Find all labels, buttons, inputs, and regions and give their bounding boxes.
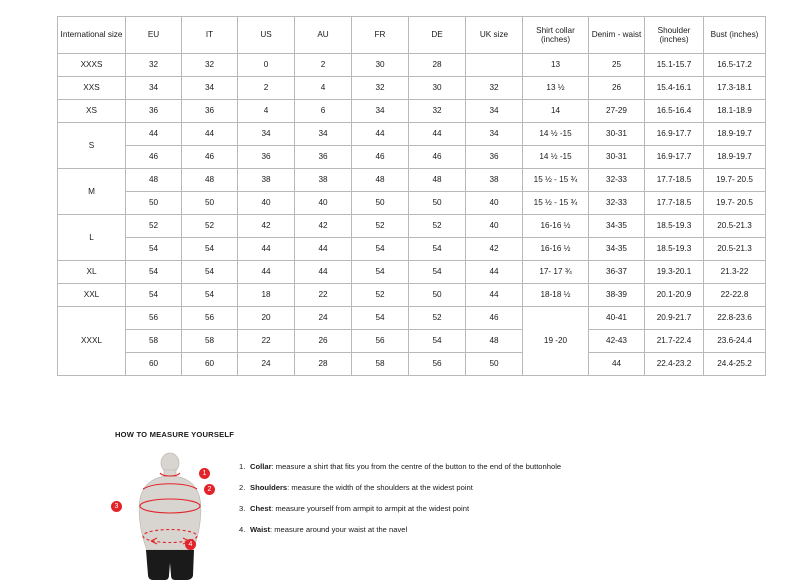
cell-shoulder-inches: 17.7-18.5 xyxy=(645,169,704,192)
cell-shoulder-inches: 17.7-18.5 xyxy=(645,192,704,215)
cell-bust-inches: 19.7- 20.5 xyxy=(704,169,766,192)
table-body xyxy=(58,54,766,376)
cell-shirt-collar-inches: 19 -20 xyxy=(523,307,589,376)
cell-denim-waist: 30-31 xyxy=(589,123,645,146)
cell-shoulder-inches: 16.9-17.7 xyxy=(645,123,704,146)
cell-uk-size: 42 xyxy=(466,238,523,261)
cell-au: 38 xyxy=(295,169,352,192)
cell-de: 28 xyxy=(409,54,466,77)
cell-uk-size: 48 xyxy=(466,330,523,353)
cell-au: 4 xyxy=(295,77,352,100)
cell-de: 52 xyxy=(409,307,466,330)
cell-fr: 46 xyxy=(352,146,409,169)
cell-uk-size: 34 xyxy=(466,123,523,146)
cell-fr: 54 xyxy=(352,307,409,330)
cell-au: 6 xyxy=(295,100,352,123)
cell-international-size: XS xyxy=(58,100,126,123)
how-to-measure-title: HOW TO MEASURE YOURSELF xyxy=(115,430,235,439)
cell-eu: 32 xyxy=(126,54,182,77)
size-chart-table xyxy=(57,16,766,376)
cell-de: 44 xyxy=(409,123,466,146)
cell-denim-waist: 27-29 xyxy=(589,100,645,123)
cell-au: 34 xyxy=(295,123,352,146)
cell-fr: 52 xyxy=(352,284,409,307)
cell-denim-waist: 30-31 xyxy=(589,146,645,169)
table-row xyxy=(58,307,766,330)
cell-eu: 44 xyxy=(126,123,182,146)
cell-shirt-collar-inches: 17- 17 ¾ xyxy=(523,261,589,284)
cell-fr: 54 xyxy=(352,261,409,284)
cell-shoulder-inches: 22.4-23.2 xyxy=(645,353,704,376)
cell-bust-inches: 19.7- 20.5 xyxy=(704,192,766,215)
table-row xyxy=(58,169,766,192)
cell-denim-waist: 34-35 xyxy=(589,215,645,238)
cell-shirt-collar-inches: 14 xyxy=(523,100,589,123)
cell-shoulder-inches: 15.4-16.1 xyxy=(645,77,704,100)
cell-uk-size: 46 xyxy=(466,307,523,330)
how-to-measure-body xyxy=(115,451,715,581)
cell-it: 44 xyxy=(182,123,238,146)
cell-shoulder-inches: 16.5-16.4 xyxy=(645,100,704,123)
cell-uk-size: 36 xyxy=(466,146,523,169)
marker-2: 2 xyxy=(204,484,215,495)
cell-bust-inches: 23.6-24.4 xyxy=(704,330,766,353)
cell-us: 42 xyxy=(238,215,295,238)
cell-it: 56 xyxy=(182,307,238,330)
cell-it: 36 xyxy=(182,100,238,123)
measure-step-label: Waist xyxy=(250,524,270,534)
cell-it: 60 xyxy=(182,353,238,376)
cell-us: 38 xyxy=(238,169,295,192)
measure-step xyxy=(239,526,561,534)
cell-us: 4 xyxy=(238,100,295,123)
cell-eu: 48 xyxy=(126,169,182,192)
cell-shirt-collar-inches: 15 ½ - 15 ¾ xyxy=(523,192,589,215)
cell-it: 34 xyxy=(182,77,238,100)
how-to-measure-section xyxy=(115,430,715,581)
cell-international-size: M xyxy=(58,169,126,215)
cell-international-size: L xyxy=(58,215,126,261)
table-row xyxy=(58,353,766,376)
cell-shirt-collar-inches: 14 ½ -15 xyxy=(523,146,589,169)
cell-it: 50 xyxy=(182,192,238,215)
cell-eu: 50 xyxy=(126,192,182,215)
measure-step-label: Collar xyxy=(250,462,272,471)
cell-fr: 58 xyxy=(352,353,409,376)
cell-eu: 52 xyxy=(126,215,182,238)
cell-eu: 60 xyxy=(126,353,182,376)
cell-uk-size: 44 xyxy=(466,261,523,284)
measure-step-description: : measure a shirt that fits you from the centre of the button to the end of the buttonhole xyxy=(271,462,562,471)
cell-denim-waist: 34-35 xyxy=(589,238,645,261)
cell-au: 24 xyxy=(295,307,352,330)
cell-shoulder-inches: 16.9-17.7 xyxy=(645,146,704,169)
table-row xyxy=(58,261,766,284)
measure-step-number: 4. xyxy=(239,524,246,534)
cell-fr: 48 xyxy=(352,169,409,192)
column-header-international-size: International size xyxy=(58,17,126,54)
cell-us: 2 xyxy=(238,77,295,100)
cell-uk-size: 44 xyxy=(466,284,523,307)
table-row xyxy=(58,54,766,77)
cell-denim-waist: 40-41 xyxy=(589,307,645,330)
cell-uk-size xyxy=(466,54,523,77)
cell-au: 28 xyxy=(295,353,352,376)
cell-us: 22 xyxy=(238,330,295,353)
cell-eu: 54 xyxy=(126,238,182,261)
cell-uk-size: 50 xyxy=(466,353,523,376)
cell-shoulder-inches: 18.5-19.3 xyxy=(645,238,704,261)
cell-de: 46 xyxy=(409,146,466,169)
cell-au: 26 xyxy=(295,330,352,353)
cell-it: 54 xyxy=(182,261,238,284)
cell-denim-waist: 26 xyxy=(589,77,645,100)
column-header-us: US xyxy=(238,17,295,54)
cell-bust-inches: 24.4-25.2 xyxy=(704,353,766,376)
cell-denim-waist: 32-33 xyxy=(589,169,645,192)
cell-us: 18 xyxy=(238,284,295,307)
cell-fr: 30 xyxy=(352,54,409,77)
cell-de: 54 xyxy=(409,238,466,261)
table-row xyxy=(58,284,766,307)
measure-step-number: 3. xyxy=(239,503,246,513)
cell-international-size: XL xyxy=(58,261,126,284)
cell-de: 50 xyxy=(409,192,466,215)
cell-shoulder-inches: 21.7-22.4 xyxy=(645,330,704,353)
table-row xyxy=(58,192,766,215)
cell-fr: 56 xyxy=(352,330,409,353)
cell-shoulder-inches: 19.3-20.1 xyxy=(645,261,704,284)
measure-step-text xyxy=(250,505,469,513)
measure-step-description: : measure around your waist at the navel xyxy=(269,524,408,534)
cell-us: 44 xyxy=(238,261,295,284)
marker-1: 1 xyxy=(199,468,210,479)
cell-fr: 50 xyxy=(352,192,409,215)
cell-shirt-collar-inches: 13 ½ xyxy=(523,77,589,100)
table-row xyxy=(58,77,766,100)
measure-step-label: Chest xyxy=(250,503,272,513)
cell-shoulder-inches: 20.1-20.9 xyxy=(645,284,704,307)
cell-de: 50 xyxy=(409,284,466,307)
cell-fr: 54 xyxy=(352,238,409,261)
measure-step-description: : measure yourself from armpit to armpit at the widest point xyxy=(271,503,470,513)
table-row xyxy=(58,100,766,123)
cell-de: 48 xyxy=(409,169,466,192)
cell-de: 54 xyxy=(409,261,466,284)
cell-au: 36 xyxy=(295,146,352,169)
cell-de: 54 xyxy=(409,330,466,353)
cell-eu: 36 xyxy=(126,100,182,123)
column-header-bust: Bust (inches) xyxy=(704,17,766,54)
cell-denim-waist: 38-39 xyxy=(589,284,645,307)
cell-denim-waist: 32-33 xyxy=(589,192,645,215)
measure-step-text xyxy=(250,463,561,471)
cell-au: 2 xyxy=(295,54,352,77)
cell-uk-size: 40 xyxy=(466,215,523,238)
cell-international-size: XXXS xyxy=(58,54,126,77)
cell-uk-size: 32 xyxy=(466,77,523,100)
column-header-denim-waist: Denim - waist xyxy=(589,17,645,54)
cell-de: 30 xyxy=(409,77,466,100)
cell-bust-inches: 18.1-18.9 xyxy=(704,100,766,123)
cell-eu: 54 xyxy=(126,261,182,284)
table-row xyxy=(58,215,766,238)
cell-international-size: XXL xyxy=(58,284,126,307)
cell-au: 40 xyxy=(295,192,352,215)
column-header-shoulder: Shoulder (inches) xyxy=(645,17,704,54)
table-row xyxy=(58,238,766,261)
cell-eu: 46 xyxy=(126,146,182,169)
cell-shoulder-inches: 18.5-19.3 xyxy=(645,215,704,238)
cell-it: 48 xyxy=(182,169,238,192)
cell-us: 40 xyxy=(238,192,295,215)
cell-eu: 34 xyxy=(126,77,182,100)
cell-au: 22 xyxy=(295,284,352,307)
cell-us: 34 xyxy=(238,123,295,146)
cell-eu: 58 xyxy=(126,330,182,353)
cell-shoulder-inches: 20.9-21.7 xyxy=(645,307,704,330)
measure-step-label: Shoulders xyxy=(250,482,288,492)
cell-bust-inches: 22.8-23.6 xyxy=(704,307,766,330)
measure-step-text xyxy=(250,484,473,492)
cell-it: 46 xyxy=(182,146,238,169)
cell-us: 44 xyxy=(238,238,295,261)
cell-fr: 32 xyxy=(352,77,409,100)
marker-4: 4 xyxy=(185,539,196,550)
cell-de: 56 xyxy=(409,353,466,376)
column-header-fr: FR xyxy=(352,17,409,54)
cell-denim-waist: 44 xyxy=(589,353,645,376)
cell-it: 54 xyxy=(182,284,238,307)
cell-bust-inches: 20.5-21.3 xyxy=(704,238,766,261)
cell-au: 44 xyxy=(295,261,352,284)
column-header-it: IT xyxy=(182,17,238,54)
cell-uk-size: 40 xyxy=(466,192,523,215)
table-header xyxy=(58,17,766,54)
cell-bust-inches: 21.3-22 xyxy=(704,261,766,284)
column-header-de: DE xyxy=(409,17,466,54)
column-header-au: AU xyxy=(295,17,352,54)
table-row xyxy=(58,146,766,169)
cell-bust-inches: 18.9-19.7 xyxy=(704,146,766,169)
cell-us: 24 xyxy=(238,353,295,376)
measure-step-number: 1. xyxy=(239,462,246,471)
cell-shirt-collar-inches: 16-16 ½ xyxy=(523,238,589,261)
column-header-uk-size: UK size xyxy=(466,17,523,54)
measure-step xyxy=(239,463,561,471)
cell-denim-waist: 25 xyxy=(589,54,645,77)
cell-us: 0 xyxy=(238,54,295,77)
cell-bust-inches: 20.5-21.3 xyxy=(704,215,766,238)
size-chart-container xyxy=(57,16,759,376)
cell-bust-inches: 18.9-19.7 xyxy=(704,123,766,146)
cell-shirt-collar-inches: 16-16 ½ xyxy=(523,215,589,238)
cell-us: 36 xyxy=(238,146,295,169)
table-row xyxy=(58,123,766,146)
cell-denim-waist: 36-37 xyxy=(589,261,645,284)
measure-step-text xyxy=(250,526,407,534)
cell-it: 32 xyxy=(182,54,238,77)
cell-de: 52 xyxy=(409,215,466,238)
cell-shirt-collar-inches: 15 ½ - 15 ¾ xyxy=(523,169,589,192)
cell-it: 52 xyxy=(182,215,238,238)
cell-au: 42 xyxy=(295,215,352,238)
cell-shoulder-inches: 15.1-15.7 xyxy=(645,54,704,77)
cell-uk-size: 38 xyxy=(466,169,523,192)
table-header-row xyxy=(58,17,766,54)
body-diagram xyxy=(115,451,225,581)
cell-international-size: XXXL xyxy=(58,307,126,376)
cell-fr: 52 xyxy=(352,215,409,238)
cell-eu: 56 xyxy=(126,307,182,330)
measure-step-description: : measure the width of the shoulders at the widest point xyxy=(287,482,473,492)
cell-denim-waist: 42-43 xyxy=(589,330,645,353)
column-header-shirt-collar: Shirt collar (inches) xyxy=(523,17,589,54)
cell-us: 20 xyxy=(238,307,295,330)
cell-it: 58 xyxy=(182,330,238,353)
cell-shirt-collar-inches: 18-18 ½ xyxy=(523,284,589,307)
cell-shirt-collar-inches: 14 ½ -15 xyxy=(523,123,589,146)
cell-international-size: S xyxy=(58,123,126,169)
measure-steps-list xyxy=(239,463,561,547)
cell-international-size: XXS xyxy=(58,77,126,100)
cell-uk-size: 34 xyxy=(466,100,523,123)
cell-fr: 34 xyxy=(352,100,409,123)
cell-bust-inches: 22-22.8 xyxy=(704,284,766,307)
cell-bust-inches: 16.5-17.2 xyxy=(704,54,766,77)
cell-au: 44 xyxy=(295,238,352,261)
cell-it: 54 xyxy=(182,238,238,261)
measure-step-number: 2. xyxy=(239,482,246,492)
cell-de: 32 xyxy=(409,100,466,123)
cell-fr: 44 xyxy=(352,123,409,146)
cell-bust-inches: 17.3-18.1 xyxy=(704,77,766,100)
measure-step xyxy=(239,484,561,492)
measure-step xyxy=(239,505,561,513)
table-row xyxy=(58,330,766,353)
marker-3: 3 xyxy=(111,501,122,512)
cell-shirt-collar-inches: 13 xyxy=(523,54,589,77)
column-header-eu: EU xyxy=(126,17,182,54)
cell-eu: 54 xyxy=(126,284,182,307)
